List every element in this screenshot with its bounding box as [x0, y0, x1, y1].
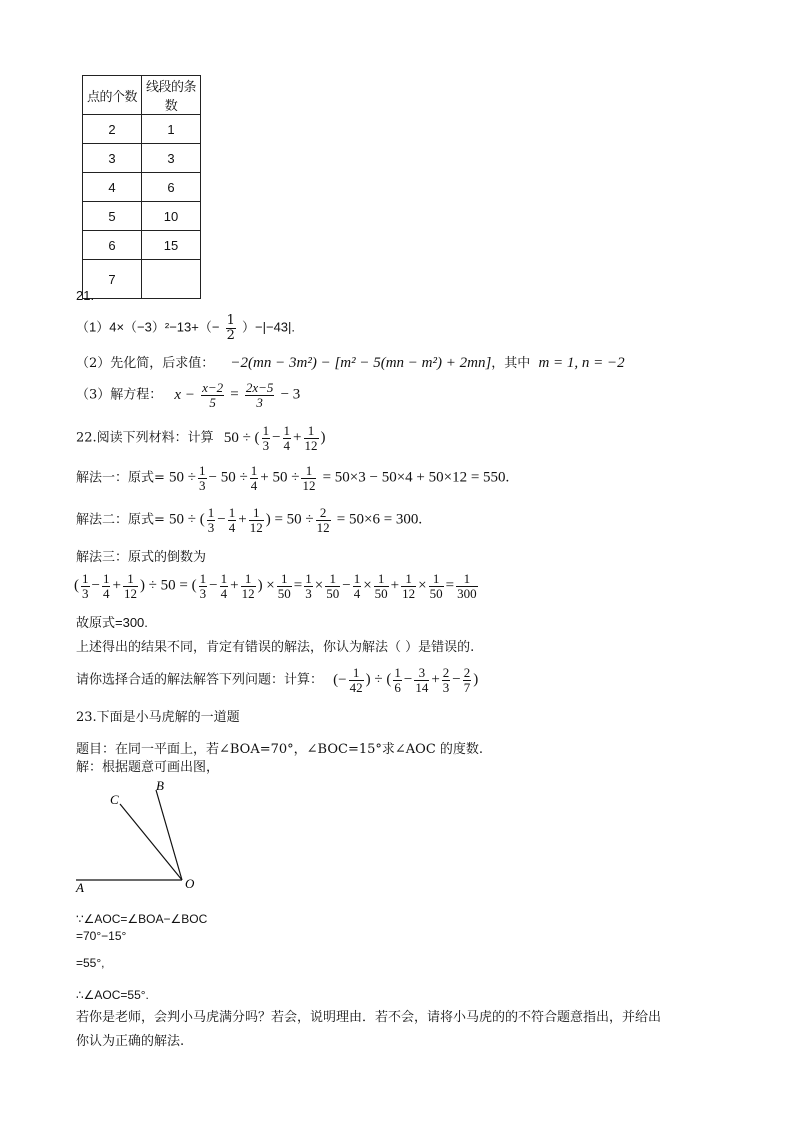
denominator: 4 — [283, 437, 291, 453]
q22-question: 上述得出的结果不同，肯定有错误的解法，你认为解法（ ）是错误的. — [76, 640, 475, 655]
denominator: 12 — [241, 585, 255, 601]
numerator: 1 — [277, 572, 292, 587]
numerator: 1 — [456, 572, 478, 587]
table-cell-empty — [142, 260, 201, 299]
numerator: 1 — [262, 423, 270, 438]
q21-part2-values: m = 1, n = −2 — [538, 355, 625, 371]
fraction — [325, 572, 340, 600]
table-cell: 3 — [142, 144, 201, 173]
denominator: 12 — [402, 585, 416, 601]
fraction — [304, 572, 313, 600]
q21-part3 — [76, 381, 300, 409]
fraction — [262, 424, 271, 452]
denominator: 14 — [415, 679, 429, 695]
numerator: 2 — [463, 665, 471, 680]
table-cell: 10 — [142, 202, 201, 231]
q23-solution-intro: 解：根据题意可画出图， — [76, 760, 220, 775]
denominator: 4 — [353, 585, 361, 601]
fraction — [374, 572, 389, 600]
label-b: B — [156, 778, 164, 793]
denominator: 7 — [463, 679, 471, 695]
table-header-segments: 线段的条数 — [142, 76, 201, 115]
denominator: 12 — [249, 519, 263, 535]
numerator: 1 — [207, 505, 215, 520]
numerator: x−2 — [202, 380, 224, 395]
fraction — [249, 506, 264, 534]
q21-part2-where: ，其中 — [491, 356, 531, 371]
fraction — [220, 572, 229, 600]
fraction — [463, 666, 472, 694]
table-header-points: 点的个数 — [83, 76, 142, 115]
denominator: 6 — [394, 679, 401, 695]
q21-part3-label: （3）解方程： — [76, 387, 163, 403]
denominator: 42 — [349, 679, 363, 695]
fraction — [245, 381, 275, 409]
numerator: 1 — [325, 572, 340, 587]
q22-title-text: 22.阅读下列材料：计算 — [76, 430, 214, 446]
q23-step2: =70°−15° — [76, 929, 127, 943]
numerator: 1 — [374, 572, 389, 587]
numerator: 2 — [442, 665, 450, 680]
fraction — [301, 464, 316, 492]
numerator: 1 — [241, 572, 256, 587]
math-text: − 3 — [280, 386, 301, 403]
fraction — [207, 506, 216, 534]
fraction — [228, 506, 237, 534]
fraction — [226, 314, 236, 342]
method2-label: 解法二：原式= — [76, 512, 165, 528]
numerator: 1 — [199, 571, 207, 586]
q21-part1 — [76, 314, 295, 342]
numerator: 1 — [301, 464, 316, 479]
fraction — [456, 572, 478, 600]
method1-result: = 50×3 − 50×4 + 50×12 = 550. — [322, 469, 510, 486]
fraction — [353, 572, 362, 600]
fraction — [401, 572, 416, 600]
q23-final-line1: 若你是老师，会判小马虎满分吗？若会，说明理由．若不会，请将小马虎的的不符合题意指出，并给出 — [76, 1010, 662, 1025]
method1-label: 解法一：原式= — [76, 470, 165, 486]
q22-method3-label: 解法三：原式的倒数为 — [76, 550, 207, 565]
q21-part1-text: （1）4×（−3）²−13+（− — [76, 319, 220, 335]
denominator: 12 — [304, 437, 318, 453]
angle-diagram — [70, 774, 210, 894]
denominator: 4 — [220, 585, 228, 601]
q22-method1: 解法一：原式= 50 ÷ $\frac{1}{3}$ − 50 ÷ $\frac{1}{4}$ + 50 ÷ $\frac{1}{12}$ = 50×3 − 50×4 + 50×12 = 550. — [76, 463, 510, 493]
numerator: 1 — [123, 572, 138, 587]
denominator: 300 — [457, 585, 477, 601]
q21-part2-label: （2）先化简，后求值： — [76, 356, 215, 371]
denominator: 3 — [305, 585, 312, 601]
table-cell: 7 — [83, 260, 142, 299]
denominator: 12 — [123, 585, 137, 601]
label-c: C — [110, 792, 119, 807]
denominator: 50 — [326, 585, 340, 601]
points-segments-table — [82, 75, 201, 299]
label-a: A — [76, 880, 84, 894]
numerator: 2 — [316, 506, 331, 521]
denominator: 12 — [302, 477, 316, 493]
fraction — [123, 572, 138, 600]
numerator: 1 — [304, 424, 319, 439]
fraction — [241, 572, 256, 600]
table-cell: 6 — [83, 231, 142, 260]
fraction — [201, 381, 224, 409]
numerator: 1 — [102, 571, 110, 586]
fraction — [414, 666, 429, 694]
fraction — [349, 666, 364, 694]
fraction — [393, 666, 402, 694]
math-text: x − — [174, 386, 195, 403]
fraction — [81, 572, 90, 600]
q23-step4: ∴∠AOC=55°. — [76, 988, 149, 1002]
numerator: 1 — [349, 666, 364, 681]
q22-conclusion: 故原式=300. — [76, 615, 148, 630]
fraction — [442, 666, 451, 694]
numerator: 1 — [249, 506, 264, 521]
q22-method2: 解法二：原式= 50 ÷ ( $\frac{1}{3}$ − $\frac{1}{4}$ + $\frac{1}{12}$ ) = 50 ÷ $\frac{2}{12}$ = 50×6 = 300. — [76, 505, 423, 535]
numerator: 1 — [305, 571, 312, 586]
fraction — [102, 572, 111, 600]
numerator: 3 — [414, 666, 429, 681]
q23-title: 23.下面是小马虎解的一道题 — [76, 710, 240, 725]
denominator: 12 — [316, 519, 330, 535]
numerator: 1 — [228, 505, 236, 520]
table-cell: 15 — [142, 231, 201, 260]
denominator: 4 — [228, 519, 236, 535]
denominator: 3 — [199, 585, 207, 601]
table-cell: 3 — [83, 144, 142, 173]
q22-title: 22.阅读下列材料：计算 50 ÷ ( $\frac{1}{3}$ − $\frac{1}{4}$ + $\frac{1}{12}$ ) — [76, 423, 326, 453]
denominator: 3 — [442, 679, 450, 695]
denominator: 3 — [207, 519, 215, 535]
math-text: = — [230, 386, 239, 403]
label-o: O — [185, 876, 195, 891]
q22-task: 请你选择合适的解法解答下列问题：计算： (− $\frac{1}{42}$ ) ÷ ( $\frac{1}{6}$ − $\frac{3}{14}$ + $\frac{2}{3}$ − $\frac{2}{7}$ ) — [76, 665, 479, 695]
q23-final-line2: 你认为正确的解法. — [76, 1034, 185, 1049]
denominator: 50 — [429, 585, 443, 601]
table-cell: 5 — [83, 202, 142, 231]
table-cell: 2 — [83, 115, 142, 144]
numerator: 1 — [199, 463, 206, 478]
denominator: 3 — [262, 437, 270, 453]
q23-step3: =55°, — [76, 956, 105, 970]
denominator: 50 — [374, 585, 388, 601]
denominator: 3 — [82, 585, 89, 601]
numerator: 1 — [283, 423, 291, 438]
table-cell: 6 — [142, 173, 201, 202]
numerator: 1 — [220, 571, 228, 586]
denominator: 4 — [102, 585, 110, 601]
q21-part1-tail: ）−|−43|. — [242, 319, 296, 335]
numerator: 1 — [226, 313, 235, 328]
fraction — [198, 464, 207, 492]
denominator: 2 — [226, 327, 235, 343]
q21-part2 — [76, 352, 625, 372]
numerator: 1 — [250, 463, 258, 478]
fraction — [304, 424, 319, 452]
numerator: 1 — [401, 572, 416, 587]
fraction — [250, 464, 259, 492]
q23-step1: ∵∠AOC=∠BOA−∠BOC — [76, 912, 208, 926]
denominator: 3 — [199, 477, 206, 493]
fraction — [199, 572, 208, 600]
q23-problem: 题目：在同一平面上，若∠BOA=70°，∠BOC=15°求∠AOC 的度数. — [76, 742, 484, 757]
numerator: 2x−5 — [245, 380, 274, 395]
q22-method3-expr: ( $\frac{1}{3}$ − $\frac{1}{4}$ + $\frac{1}{12}$ ) ÷ 50 = ( $\frac{1}{3}$ − $\frac{1}{4}$ + $\frac{1}{12}$ ) × $\frac{1}{50}$ = $\frac{1}{3}$ × $\frac{1}{50}$ − $\frac{1}{4}$ × $\frac{1}{50}$ + $\frac{1}{12}$ × $\frac{1}{50}$ = $\frac{1}{300}$ — [74, 571, 477, 601]
numerator: 1 — [82, 571, 89, 586]
fraction — [316, 506, 331, 534]
fraction — [277, 572, 292, 600]
table-cell: 4 — [83, 173, 142, 202]
method2-result: = 50×6 = 300. — [336, 511, 423, 528]
table-cell: 1 — [142, 115, 201, 144]
ray-oc — [120, 804, 182, 880]
numerator: 1 — [429, 572, 444, 587]
denominator: 5 — [209, 394, 216, 410]
denominator: 4 — [250, 477, 258, 493]
denominator: 50 — [277, 585, 291, 601]
math-text: 50 ÷ ( — [223, 429, 260, 446]
denominator: 3 — [256, 394, 263, 410]
q22-task-text: 请你选择合适的解法解答下列问题：计算： — [76, 672, 324, 688]
numerator: 1 — [353, 571, 361, 586]
fraction — [429, 572, 444, 600]
numerator: 1 — [394, 665, 401, 680]
ray-ob — [156, 790, 182, 880]
q21-number: 21. — [76, 288, 95, 303]
q21-part2-expr: −2(mn − 3m²) − [m² − 5(mn − m²) + 2mn] — [230, 355, 492, 371]
fraction — [283, 424, 292, 452]
